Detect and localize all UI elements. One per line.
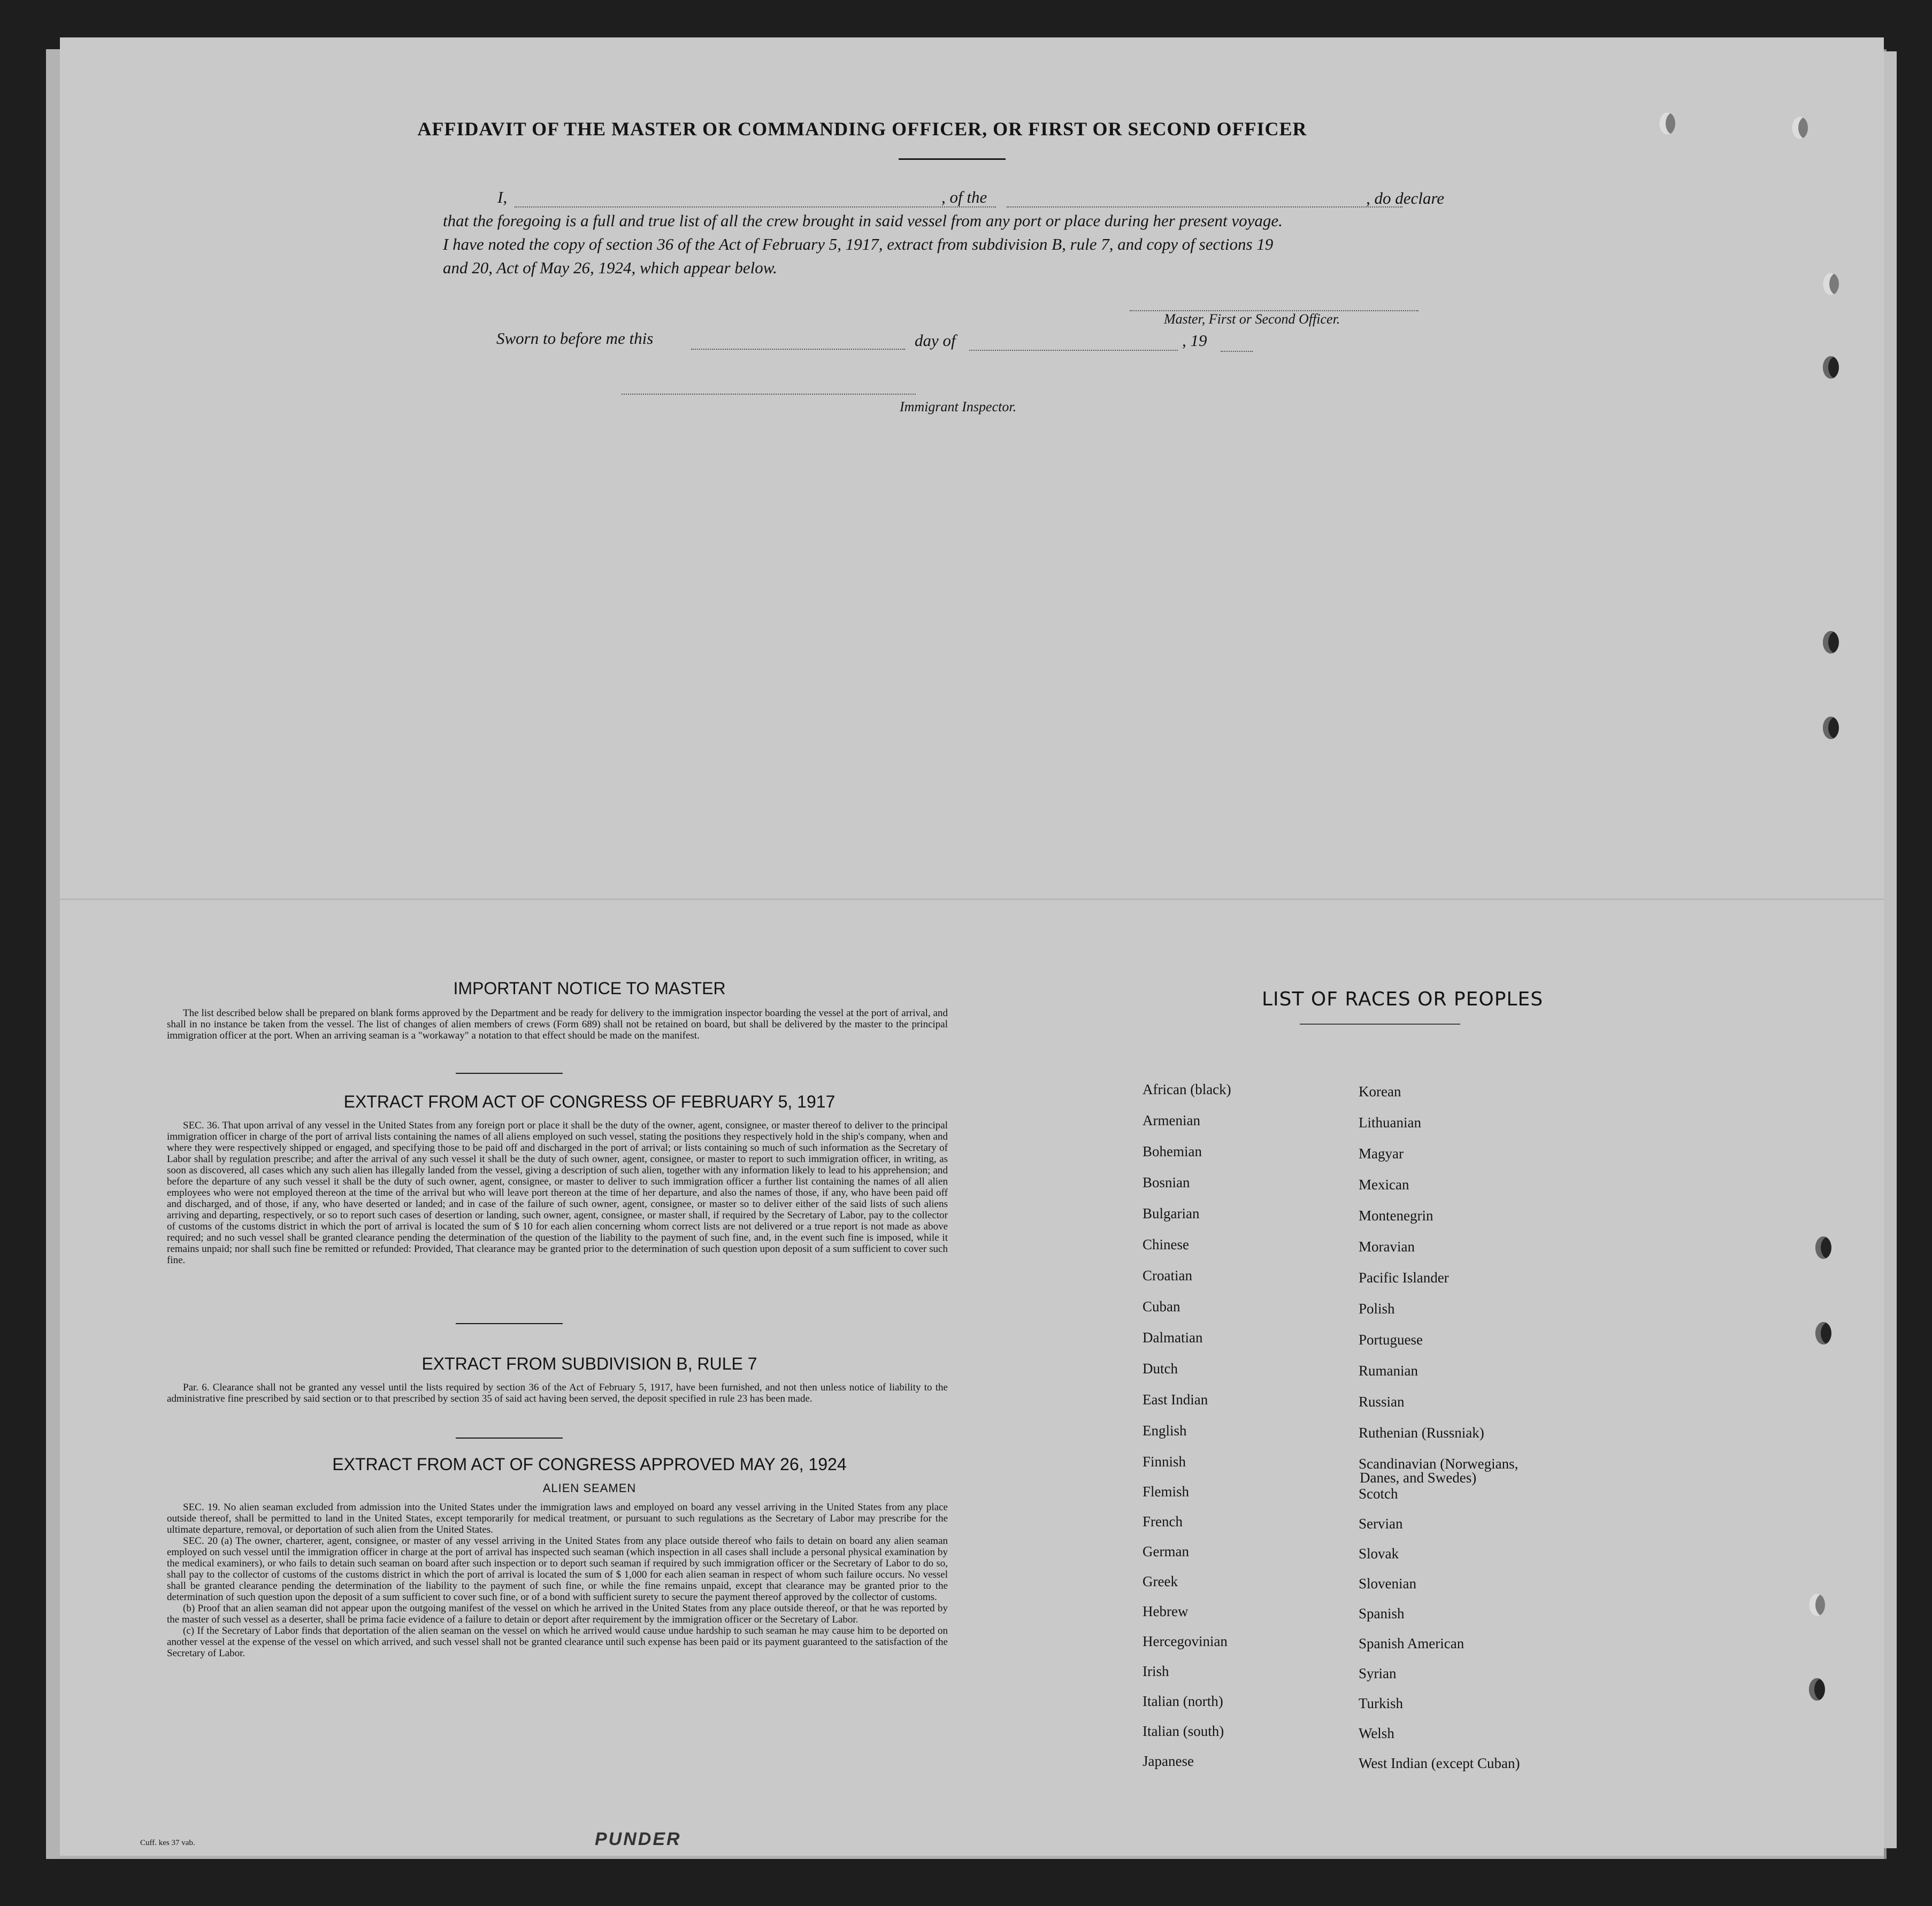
affidavit-line4: and 20, Act of May 26, 1924, which appear below.: [443, 258, 777, 277]
page-fold: [60, 898, 1884, 900]
race-item: Bohemian: [1143, 1143, 1202, 1159]
race-item: French: [1143, 1513, 1183, 1530]
race-item: Cuban: [1143, 1298, 1180, 1315]
race-item: Dutch: [1143, 1361, 1178, 1377]
sec-19-text: SEC. 19. No alien seaman excluded from admission into the United States under the immigration laws and employed on board any vessel arriving in the United States from any place outside thereof, shall be permitted to land in the United States, except temporarily for medical treatment, or pursuant to such regulations as the Secretary of Labor may prescribe for the ultimate departure, removal, or deportation of such alien from the United States.: [167, 1502, 948, 1535]
races-title: LIST OF RACES OR PEOPLES: [1261, 988, 1544, 1010]
handwritten-stamp: PUNDER: [595, 1829, 681, 1849]
race-item: East Indian: [1143, 1392, 1208, 1408]
section-rule: [456, 1073, 563, 1074]
sworn-day-of: day of: [915, 331, 956, 350]
race-item: Portuguese: [1359, 1332, 1423, 1348]
punch-hole-icon: [1823, 717, 1839, 739]
sec-20b-text: (b) Proof that an alien seaman did not appear upon the outgoing manifest of the vessel on which he arrived in the United States from any place outside thereof, or that he was reported by the master of such vessel as a deserter, shall be prima facie evidence of a failure to detain or deport after requirement by the immigration officer or the Secretary of Labor.: [167, 1603, 948, 1625]
race-item: Bosnian: [1143, 1174, 1190, 1190]
race-item: African (black): [1143, 1081, 1231, 1097]
race-item: Chinese: [1143, 1236, 1189, 1252]
affidavit-of-the: , of the: [941, 188, 987, 206]
vessel-field[interactable]: [1007, 206, 1402, 207]
title-rule: [899, 158, 1006, 160]
notice-text: The list described below shall be prepared on blank forms approved by the Department and be ready for delivery to the immigration inspector boarding the vessel at the port of arrival, and shall in no instance be taken from the vessel. The list of changes of alien members of crews (Form 689) shall not be retained on board, but shall be delivered by the master to the principal immigration officer at the port. When an arriving seaman is a "workaway" a notation to that effect should be made on the manifest.: [167, 1008, 948, 1041]
race-item: Scotch: [1359, 1486, 1398, 1502]
form-page: [60, 37, 1884, 1856]
race-item: Japanese: [1143, 1753, 1194, 1769]
inspector-label: Immigrant Inspector.: [900, 399, 1017, 414]
race-item: German: [1143, 1543, 1189, 1559]
race-item: Armenian: [1143, 1112, 1200, 1128]
race-item: Ruthenian (Russniak): [1359, 1425, 1484, 1441]
race-item: Italian (north): [1143, 1693, 1223, 1709]
race-item: Finnish: [1143, 1454, 1186, 1470]
race-item: Servian: [1359, 1516, 1403, 1532]
race-item: Irish: [1143, 1663, 1169, 1679]
sec-20a-text: SEC. 20 (a) The owner, charterer, agent, consignee, or master of any vessel arriving in the United States from any place outside thereof who fails to detain on board any alien seaman employed on such vessel until the immigration officer in charge at the port of arrival has inspected such seaman (which inspection in all cases shall include a personal physical examination by the medical examiners), or who fails to detain such seaman on board after such inspection or to deport such seaman if required by such immigration officer or the Secretary of Labor to do so, shall pay to the collector of customs of the customs district in which the port of arrival is located the sum of $ 1,000 for each alien seaman in respect of whom such failure occurs. No vessel shall be granted clearance pending the determination of the liability to the payment of such fine, or while the fine remains unpaid, except that clearance may be granted prior to the determination of such question upon the deposit of a sum sufficient to cover such fine, or of a bond with sufficient surety to secure the payment thereof approved by the collector of customs.: [167, 1535, 948, 1603]
race-item: Scandinavian (Norwegians,: [1359, 1456, 1519, 1472]
race-item: Spanish: [1359, 1605, 1405, 1621]
punch-hole-icon: [1823, 631, 1839, 654]
name-field[interactable]: [515, 206, 996, 207]
punch-hole-icon: [1815, 1322, 1831, 1344]
races-rule: [1300, 1024, 1460, 1025]
race-item: Rumanian: [1359, 1363, 1418, 1379]
race-item: Lithuanian: [1359, 1115, 1421, 1131]
affidavit-line2: that the foregoing is a full and true list of all the crew brought in said vessel from any port or place during her present voyage.: [443, 211, 1283, 230]
race-item: Polish: [1359, 1301, 1395, 1317]
race-item: Moravian: [1359, 1239, 1415, 1255]
section-rule: [456, 1323, 563, 1324]
race-item: Hercegovinian: [1143, 1633, 1228, 1649]
sworn-year-field[interactable]: [1221, 351, 1253, 352]
form-footnote: Cuff. kes 37 vab.: [140, 1839, 195, 1847]
sworn-day-field[interactable]: [691, 349, 905, 350]
punch-hole-icon: [1809, 1594, 1825, 1616]
inspector-signature-field[interactable]: [622, 394, 916, 395]
race-item: Spanish American: [1359, 1635, 1465, 1651]
race-item: Dalmatian: [1143, 1329, 1203, 1346]
notice-title: IMPORTANT NOTICE TO MASTER: [453, 979, 726, 998]
race-item: Pacific Islander: [1359, 1270, 1449, 1286]
race-item: Welsh: [1359, 1725, 1394, 1741]
race-item: English: [1143, 1423, 1187, 1439]
punch-hole-icon: [1792, 117, 1808, 139]
section-rule: [456, 1438, 563, 1439]
master-label: Master, First or Second Officer.: [1164, 311, 1340, 327]
punch-hole-icon: [1823, 356, 1839, 379]
extract-rule7-title: EXTRACT FROM SUBDIVISION B, RULE 7: [421, 1354, 757, 1373]
extract-1917-title: EXTRACT FROM ACT OF CONGRESS OF FEBRUARY 5, 1917: [343, 1092, 835, 1111]
race-item: Korean: [1359, 1083, 1401, 1100]
race-item: Magyar: [1359, 1146, 1404, 1162]
extract-1924-title: EXTRACT FROM ACT OF CONGRESS APPROVED MAY 26, 1924: [332, 1455, 847, 1474]
affidavit-line3: I have noted the copy of section 36 of the Act of February 5, 1917, extract from subdivision B, rule 7, and copy of sections 19: [443, 235, 1274, 253]
punch-hole-icon: [1823, 273, 1839, 295]
race-item: Croatian: [1143, 1267, 1192, 1284]
race-item: Slovenian: [1359, 1575, 1416, 1592]
affidavit-declare: , do declare: [1366, 189, 1445, 207]
notice-body: [167, 1008, 948, 1041]
race-item: Hebrew: [1143, 1603, 1189, 1619]
alien-seamen-subtitle: ALIEN SEAMEN: [542, 1481, 637, 1495]
sworn-year: , 19: [1182, 331, 1207, 350]
extract-1924-body: [167, 1502, 948, 1659]
race-item: Russian: [1359, 1394, 1405, 1410]
punch-hole-icon: [1659, 112, 1675, 135]
punch-hole-icon: [1809, 1678, 1825, 1701]
affidavit-i: I,: [497, 188, 508, 206]
extract-rule7-body: [167, 1382, 948, 1404]
race-item: Slovak: [1359, 1546, 1399, 1562]
race-item: Turkish: [1359, 1695, 1404, 1711]
race-item: West Indian (except Cuban): [1359, 1755, 1520, 1771]
sec-20c-text: (c) If the Secretary of Labor finds that deportation of the alien seaman on the vessel on which he arrived would cause undue hardship to such seaman he may cause him to be deported on another vessel at the expense of the vessel on which arrived, and such vessel shall not be granted clearance until such expense has been paid or its payment guaranteed to the satisfaction of the Secretary of Labor.: [167, 1625, 948, 1659]
sworn-month-field[interactable]: [969, 350, 1178, 351]
race-item: Bulgarian: [1143, 1205, 1200, 1221]
punch-hole-icon: [1815, 1236, 1831, 1259]
section-36-text: SEC. 36. That upon arrival of any vessel in the United States from any foreign port or place it shall be the duty of the owner, agent, consignee, or master thereof to deliver to the principal immigration officer in charge of the port of arrival lists containing the names of all aliens employed on such vessel, stating the positions they respectively hold in the ship's company, when and where they were respectively shipped or engaged, and specifying those to be paid off and discharged in the port of arrival; or lists containing so much of such information as the Secretary of Labor shall by regulation prescribe; and after the arrival of any such vessel it shall be the duty of such owner, agent, consignee, or master to report to such immigration officer, in writing, as soon as discovered, all cases which any such alien has illegally landed from the vessel, giving a description of such alien, together with any information likely to lead to his apprehension; and before the departure of any such vessel it shall be the duty of such owner, agent, consignee, or master to deliver to such immigration officer a further list containing the names of all alien employees who were not employed thereon at the time of the arrival but who will leave port thereon at the time of her departure, and also the names of those, if any, who have been paid off and discharged, and of those, if any, who have deserted or landed; and in case of the failure of such owner, agent, consignee, or master so to deliver either of the said lists of such aliens arriving and departing, respectively, or so to report such cases of desertion or landing, such owner, agent, consignee, or master shall, if required by the Secretary of Labor, pay to the collector of customs of the customs district in which the port of arrival is located the sum of $ 10 for each alien concerning whom correct lists are not delivered or a true report is not made as above required; and no such vessel shall be granted clearance pending the determination of the question of the liability to the payment of such fine, and, in the event such fine is imposed, while it remains unpaid; nor shall such fine be remitted or refunded: Provided, That clearance may be granted prior to the determination of such question upon deposit of a sum sufficient to cover such fine.: [167, 1120, 948, 1266]
race-item: Mexican: [1359, 1177, 1409, 1193]
affidavit-title: AFFIDAVIT OF THE MASTER OR COMMANDING OFFICER, OR FIRST OR SECOND OFFICER: [417, 118, 1307, 140]
race-item: Greek: [1143, 1573, 1178, 1589]
par-6-text: Par. 6. Clearance shall not be granted any vessel until the lists required by section 36 of the Act of February 5, 1917, have been furnished, and not then unless notice of liability to the administrative fine prescribed by said section or to that prescribed by section 35 of said act having been served, the deposit specified in rule 23 has been made.: [167, 1382, 948, 1404]
race-item: Flemish: [1143, 1484, 1190, 1500]
race-item: Italian (south): [1143, 1723, 1224, 1739]
sworn-text: Sworn to before me this: [496, 329, 654, 348]
race-item: Montenegrin: [1359, 1208, 1433, 1224]
extract-1917-body: [167, 1120, 948, 1266]
race-item: Danes, and Swedes): [1360, 1470, 1477, 1486]
race-item: Syrian: [1359, 1665, 1397, 1681]
